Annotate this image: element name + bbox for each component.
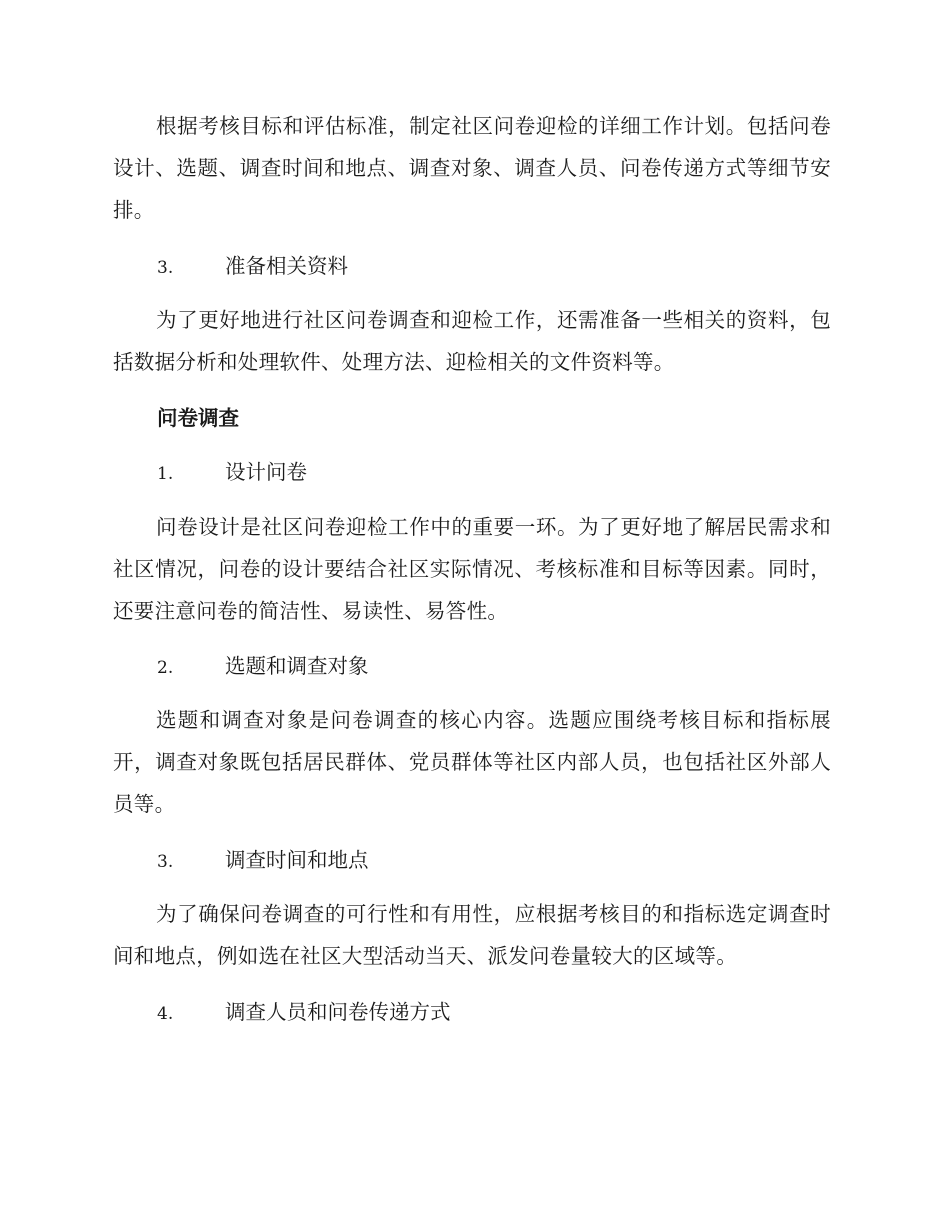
list-item-time-location — [157, 839, 369, 883]
list-item-topics-subjects — [157, 645, 369, 689]
list-item-label: 设计问卷 — [225, 460, 307, 484]
paragraph-topics-subjects: 选题和调查对象是问卷调查的核心内容。选题应围绕考核目标和指标展开，调查对象既包括居民群体、党员群体等社区内部人员，也包括社区外部人员等。 — [113, 708, 831, 816]
list-item-design-questionnaire — [157, 451, 307, 495]
list-item-prepare-materials — [157, 245, 348, 289]
list-item-staff-delivery — [157, 991, 451, 1035]
paragraph-design-questionnaire: 问卷设计是社区问卷迎检工作中的重要一环。为了更好地了解居民需求和社区情况，问卷的设计要结合社区实际情况、考核标准和目标等因素。同时，还要注意问卷的简洁性、易读性、易答性。 — [113, 515, 831, 623]
list-item-number: 1. — [157, 464, 174, 484]
list-item-label: 选题和调查对象 — [225, 654, 369, 678]
list-item-number: 3. — [157, 852, 174, 872]
list-item-number: 2. — [157, 658, 174, 678]
list-item-label: 调查人员和问卷传递方式 — [225, 1000, 451, 1024]
paragraph-prepare-materials: 为了更好地进行社区问卷调查和迎检工作，还需准备一些相关的资料，包括数据分析和处理软件、处理方法、迎检相关的文件资料等。 — [113, 308, 831, 374]
list-item-number: 3. — [157, 258, 174, 278]
section-heading: 问卷调查 — [157, 406, 239, 430]
list-item-label: 调查时间和地点 — [225, 848, 369, 872]
paragraph-work-plan: 根据考核目标和评估标准，制定社区问卷迎检的详细工作计划。包括问卷设计、选题、调查时间和地点、调查对象、调查人员、问卷传递方式等细节安排。 — [113, 114, 831, 222]
list-item-number: 4. — [157, 1004, 174, 1024]
list-item-label: 准备相关资料 — [225, 254, 348, 278]
paragraph-time-location: 为了确保问卷调查的可行性和有用性，应根据考核目的和指标选定调查时间和地点，例如选在社区大型活动当天、派发问卷量较大的区域等。 — [113, 902, 831, 968]
